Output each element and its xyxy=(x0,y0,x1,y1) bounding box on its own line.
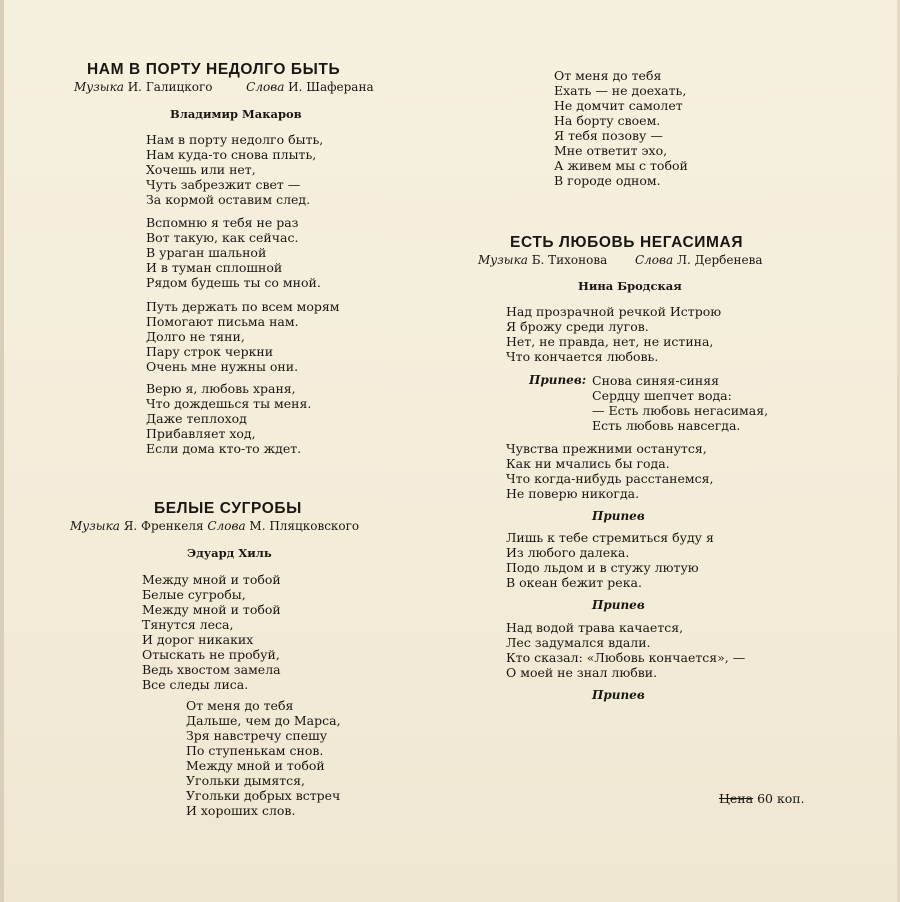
verse-line: Угольки добрых встреч xyxy=(186,788,341,803)
song3-stanza-1 xyxy=(506,304,721,364)
verse-line: Сердцу шепчет вода: xyxy=(592,388,732,403)
verse-line: Снова синяя-синяя xyxy=(592,373,719,388)
verse-line: Как ни мчались бы года. xyxy=(506,456,670,471)
verse-line: Что дождешься ты меня. xyxy=(146,396,312,411)
price-value: 60 коп. xyxy=(757,791,805,806)
song2-performer: Эдуард Хиль xyxy=(187,546,272,560)
song1-stanza-1 xyxy=(146,132,323,207)
song1-performer: Владимир Макаров xyxy=(170,107,302,121)
song3-chorus-label: Припев: xyxy=(529,373,587,387)
verse-line: Ехать — не доехать, xyxy=(554,83,687,98)
song1-stanza-2 xyxy=(146,215,321,290)
song1-music-author: И. Галицкого xyxy=(127,80,213,94)
verse-line: От меня до тебя xyxy=(554,68,662,83)
verse-line: В океан бежит река. xyxy=(506,575,642,590)
song3-performer: Нина Бродская xyxy=(578,279,682,293)
verse-line: Что когда-нибудь расстанемся, xyxy=(506,471,714,486)
verse-line: Вспомню я тебя не раз xyxy=(146,215,299,230)
verse-line: Хочешь или нет, xyxy=(146,162,256,177)
verse-line: Между мной и тобой xyxy=(142,602,281,617)
song2-credits xyxy=(70,519,359,533)
song1-credits xyxy=(74,80,374,94)
song2-stanza-1 xyxy=(142,572,281,692)
verse-line: Зря навстречу спешу xyxy=(186,728,328,743)
song3-chorus-ref-2: Припев xyxy=(592,598,645,612)
verse-line: В ураган шальной xyxy=(146,245,267,260)
song3-words-author: Л. Дербенева xyxy=(676,253,763,267)
verse-line: За кормой оставим след. xyxy=(146,192,311,207)
verse-line: Над водой трава качается, xyxy=(506,620,684,635)
verse-line: Помогают письма нам. xyxy=(146,314,299,329)
verse-line: Рядом будешь ты со мной. xyxy=(146,275,321,290)
song3-chorus-ref-3: Припев xyxy=(592,688,645,702)
verse-line: Тянутся леса, xyxy=(142,617,234,632)
song3-music-label: Музыка xyxy=(478,253,528,267)
verse-line: И хороших слов. xyxy=(186,803,296,818)
song3-chorus xyxy=(592,373,768,433)
verse-line: Над прозрачной речкой Истрою xyxy=(506,304,722,319)
verse-line: Я тебя позову — xyxy=(554,128,663,143)
verse-line: Долго не тяни, xyxy=(146,329,245,344)
song2-music-label: Музыка xyxy=(70,519,120,533)
verse-line: Что кончается любовь. xyxy=(506,349,659,364)
verse-line: Подо льдом и в стужу лютую xyxy=(506,560,699,575)
verse-line: Нам в порту недолго быть, xyxy=(146,132,324,147)
song2-title: БЕЛЫЕ СУГРОБЫ xyxy=(154,500,302,517)
song1-words-author: И. Шаферана xyxy=(288,80,374,94)
verse-line: И дорог никаких xyxy=(142,632,254,647)
verse-line: По ступенькам снов. xyxy=(186,743,324,758)
song3-stanza-3 xyxy=(506,530,714,590)
verse-line: Между мной и тобой xyxy=(142,572,281,587)
song1-words-label: Слова xyxy=(246,80,285,94)
verse-line: Прибавляет ход, xyxy=(146,426,256,441)
verse-line: Не домчит самолет xyxy=(554,98,683,113)
verse-line: Дальше, чем до Марса, xyxy=(186,713,341,728)
verse-line: Я брожу среди лугов. xyxy=(506,319,649,334)
verse-line: А живем мы с тобой xyxy=(554,158,688,173)
page-edge-left xyxy=(0,0,4,902)
verse-line: Не поверю никогда. xyxy=(506,486,640,501)
verse-line: Чуть забрезжит свет — xyxy=(146,177,301,192)
verse-line: Лес задумался вдали. xyxy=(506,635,651,650)
verse-line: Нет, не правда, нет, не истина, xyxy=(506,334,714,349)
song3-words-label: Слова xyxy=(634,253,674,267)
song3-stanza-2 xyxy=(506,441,714,501)
verse-line: Чувства прежними останутся, xyxy=(506,441,707,456)
song1-stanza-3 xyxy=(146,299,340,374)
verse-line: Угольки дымятся, xyxy=(186,773,306,788)
song1-music-label: Музыка xyxy=(74,80,124,94)
verse-line: Из любого далека. xyxy=(506,545,630,560)
verse-line: Путь держать по всем морям xyxy=(146,299,340,314)
verse-line: Даже теплоход xyxy=(146,411,247,426)
verse-line: Пару строк черкни xyxy=(146,344,274,359)
price-label: Цена xyxy=(719,791,754,806)
verse-line: От меня до тебя xyxy=(186,698,294,713)
verse-line: Если дома кто-то ждет. xyxy=(146,441,302,456)
song3-credits xyxy=(478,253,763,267)
song1-title: НАМ В ПОРТУ НЕДОЛГО БЫТЬ xyxy=(87,61,341,78)
song2-stanza-2 xyxy=(186,698,341,818)
song1-stanza-4 xyxy=(146,381,311,456)
song3-title: ЕСТЬ ЛЮБОВЬ НЕГАСИМАЯ xyxy=(510,234,744,251)
song2-music-author: Я. Френкеля xyxy=(123,519,204,533)
verse-line: Есть любовь навсегда. xyxy=(592,418,741,433)
verse-line: Ведь хвостом замела xyxy=(142,662,281,677)
price-tag xyxy=(719,791,805,806)
song2-words-author: М. Пляцковского xyxy=(249,519,360,533)
verse-line: Очень мне нужны они. xyxy=(146,359,299,374)
verse-line: Верю я, любовь храня, xyxy=(146,381,296,396)
verse-line: В городе одном. xyxy=(554,173,661,188)
verse-line: Белые сугробы, xyxy=(142,587,246,602)
verse-line: Между мной и тобой xyxy=(186,758,325,773)
verse-line: Отыскать не пробуй, xyxy=(142,647,280,662)
verse-line: Нам куда-то снова плыть, xyxy=(146,147,317,162)
song2-stanza-3 xyxy=(554,68,688,188)
verse-line: Мне ответит эхо, xyxy=(554,143,668,158)
song3-stanza-4 xyxy=(506,620,745,680)
verse-line: Все следы лиса. xyxy=(142,677,249,692)
song3-music-author: Б. Тихонова xyxy=(531,253,608,267)
verse-line: На борту своем. xyxy=(554,113,661,128)
verse-line: Кто сказал: «Любовь кончается», — xyxy=(506,650,746,665)
verse-line: И в туман сплошной xyxy=(146,260,283,275)
song3-chorus-ref-1: Припев xyxy=(592,509,645,523)
verse-line: Вот такую, как сейчас. xyxy=(146,230,299,245)
verse-line: — Есть любовь негасимая, xyxy=(592,403,769,418)
verse-line: О моей не знал любви. xyxy=(506,665,658,680)
verse-line: Лишь к тебе стремиться буду я xyxy=(506,530,714,545)
song2-words-label: Слова xyxy=(207,519,246,533)
